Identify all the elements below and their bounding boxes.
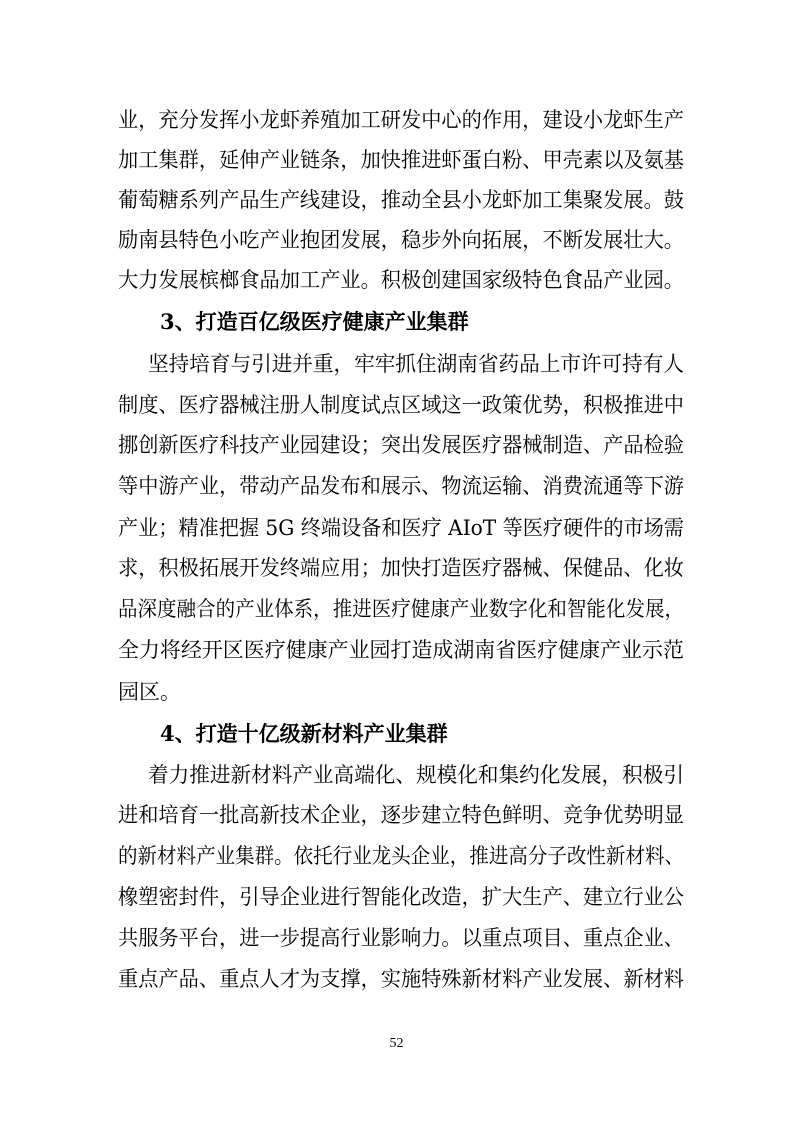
paragraph2-line-2: 制度、医疗器械注册人制度试点区域这一政策优势，积极推进中 [118,393,685,417]
paragraph3-line-6: 重点产品、重点人才为支撑，实施特殊新材料产业发展、新材料 [118,967,685,991]
paragraph3-line-2: 进和培育一批高新技术企业，逐步建立特色鲜明、竞争优势明显 [118,803,685,827]
paragraph2-line-6: 求，积极拓展开发终端应用；加快打造医疗器械、保健品、化妆 [118,556,685,580]
paragraph2-line-1: 坚持培育与引进并重，牢牢抓住湖南省药品上市许可持有人 [148,352,685,376]
paragraph2-line-4: 等中游产业，带动产品发布和展示、物流运输、消费流通等下游 [118,474,685,498]
paragraph2-line-9: 园区。 [118,680,181,704]
paragraph1-line-3: 葡萄糖系列产品生产线建设，推动全县小龙虾加工集聚发展。鼓 [118,188,685,212]
page-number: 52 [389,1036,404,1051]
paragraph3-line-4: 橡塑密封件，引导企业进行智能化改造，扩大生产、建立行业公 [118,885,685,909]
section-heading-4: 4、打造十亿级新材料产业集群 [160,721,448,746]
paragraph3-line-1: 着力推进新材料产业高端化、规模化和集约化发展，积极引 [148,763,685,787]
paragraph2-line-7: 品深度融合的产业体系，推进医疗健康产业数字化和智能化发展， [118,597,685,621]
paragraph1-line-4: 励南县特色小吃产业抱团发展，稳步外向拓展，不断发展壮大。 [118,228,685,252]
paragraph2-line-3: 挪创新医疗科技产业园建设；突出发展医疗器械制造、产品检验 [118,433,685,457]
paragraph2-line-5: 产业；精准把握 5G 终端设备和医疗 AIoT 等医疗硬件的市场需 [118,516,684,540]
paragraph3-line-3: 的新材料产业集群。依托行业龙头企业，推进高分子改性新材料、 [118,844,685,868]
paragraph1-line-1: 业，充分发挥小龙虾养殖加工研发中心的作用，建设小龙虾生产 [118,108,685,132]
paragraph1-line-5: 大力发展槟榔食品加工产业。积极创建国家级特色食品产业园。 [118,268,685,292]
paragraph3-line-5: 共服务平台，进一步提高行业影响力。以重点项目、重点企业、 [118,926,685,950]
section-heading-3: 3、打造百亿级医疗健康产业集群 [160,309,469,334]
paragraph1-line-2: 加工集群，延伸产业链条，加快推进虾蛋白粉、甲壳素以及氨基 [118,148,685,172]
paragraph2-line-8: 全力将经开区医疗健康产业园打造成湖南省医疗健康产业示范 [118,638,684,662]
